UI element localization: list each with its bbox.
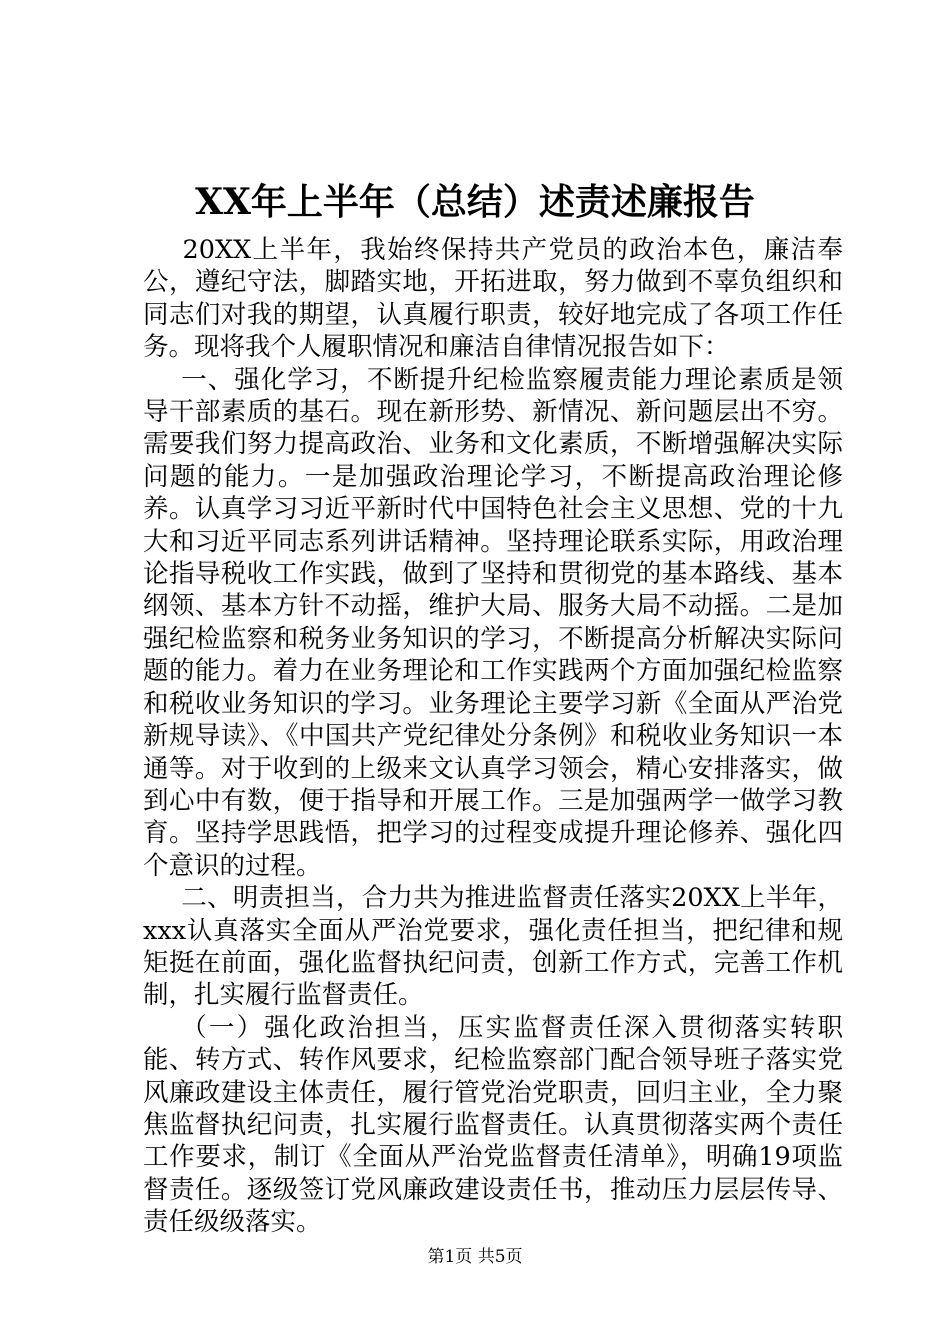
paragraph-intro: 20XX上半年，我始终保持共产党员的政治本色，廉洁奉公，遵纪守法，脚踏实地，开拓进取，努力做到不辜负组织和同志们对我的期望，认真履行职责，较好地完成了各项工作任务。现将我个人履职情况和廉洁自律情况报告如下： bbox=[143, 235, 843, 363]
page-footer: 第1页 共5页 bbox=[427, 1247, 523, 1267]
paragraph-subsection-1: （一）强化政治担当，压实监督责任深入贯彻落实转职能、转方式、转作风要求，纪检监察部门配合领导班子落实党风廉政建设主体责任，履行管党治党职责，回归主业，全力聚焦监督执纪问责，扎实履行监督责任。认真贯彻落实两个责任工作要求，制订《全面从严治党监督责任清单》，明确19项监督责任。逐级签订党风廉政建设责任书，推动压力层层传导、责任级级落实。 bbox=[143, 1012, 843, 1238]
paragraph-section-2: 二、明责担当，合力共为推进监督责任落实20XX上半年，xxx认真落实全面从严治党要求，强化责任担当，把纪律和规矩挺在前面，强化监督执纪问责，创新工作方式，完善工作机制，扎实履行监督责任。 bbox=[143, 883, 843, 1011]
document-title: XX年上半年（总结）述责述廉报告 bbox=[195, 181, 755, 223]
document-body bbox=[143, 234, 843, 1239]
paragraph-section-1: 一、强化学习，不断提升纪检监察履责能力理论素质是领导干部素质的基石。现在新形势、新情况、新问题层出不穷。需要我们努力提高政治、业务和文化素质，不断增强解决实际问题的能力。一是加强政治理论学习，不断提高政治理论修养。认真学习习近平新时代中国特色社会主义思想、党的十九大和习近平同志系列讲话精神。坚持理论联系实际，用政治理论指导税收工作实践，做到了坚持和贯彻党的基本路线、基本纲领、基本方针不动摇，维护大局、服务大局不动摇。二是加强纪检监察和税务业务知识的学习，不断提高分析解决实际问题的能力。着力在业务理论和工作实践两个方面加强纪检监察和税收业务知识的学习。业务理论主要学习新《全面从严治党新规导读》、《中国共产党纪律处分条例》和税收业务知识一本通等。对于收到的上级来文认真学习领会，精心安排落实，做到心中有数，便于指导和开展工作。三是加强两学一做学习教育。坚持学思践悟，把学习的过程变成提升理论修养、强化四个意识的过程。 bbox=[143, 364, 843, 881]
